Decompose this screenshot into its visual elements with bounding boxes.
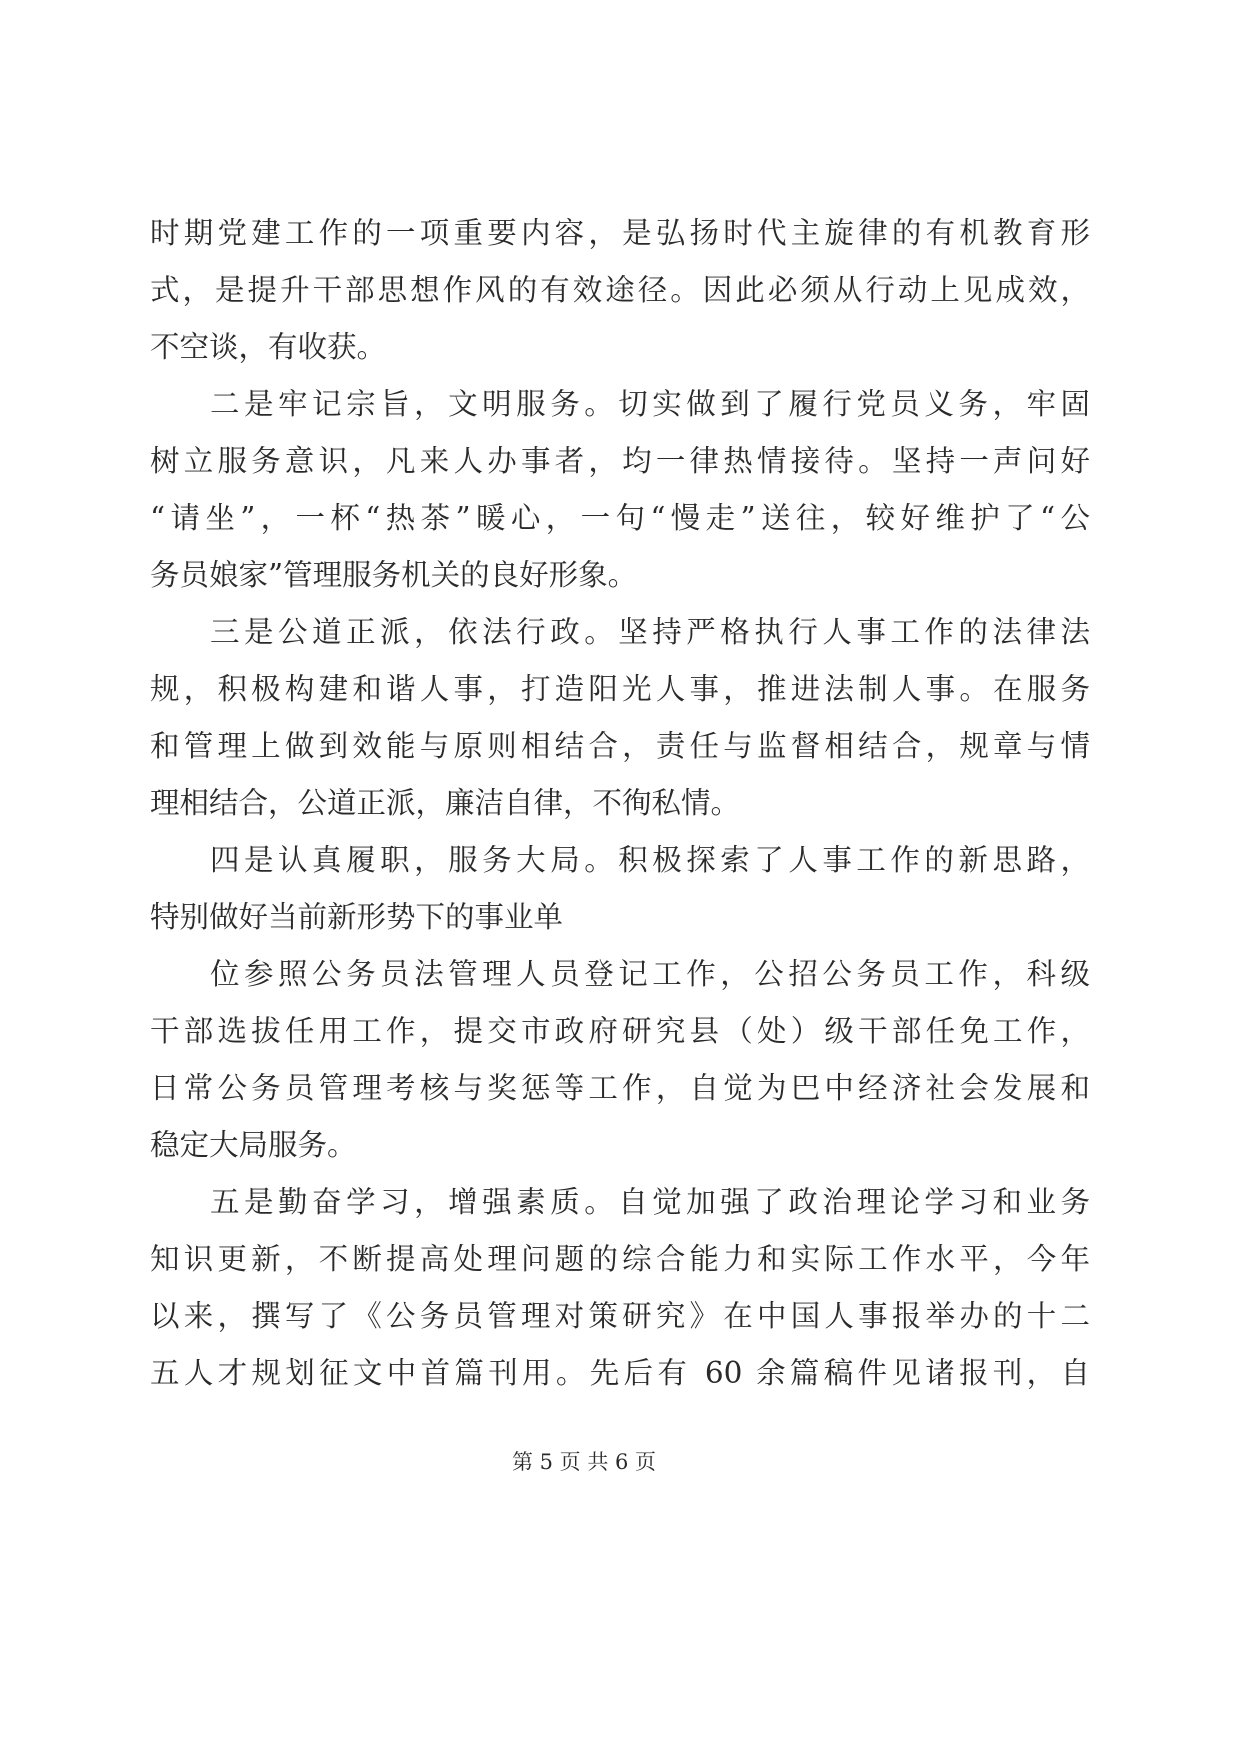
paragraph <box>150 1174 1090 1402</box>
text-line: 干部选拔任用工作，提交市政府研究县（处）级干部任免工作， <box>150 1014 1090 1048</box>
text-line: “请坐”，一杯“热茶”暖心，一句“慢走”送往，较好维护了“公 <box>150 501 1090 535</box>
text-line: 稳定大局服务。 <box>150 1128 357 1162</box>
paragraph <box>150 604 1090 832</box>
text-line: 日常公务员管理考核与奖惩等工作，自觉为巴中经济社会发展和 <box>150 1071 1090 1105</box>
text-line: 三是公道正派，依法行政。坚持严格执行人事工作的法律法 <box>210 615 1090 649</box>
text-line: 务员娘家”管理服务机关的良好形象。 <box>150 558 638 592</box>
text-line: 树立服务意识，凡来人办事者，均一律热情接待。坚持一声问好 <box>150 444 1090 478</box>
paragraph <box>150 946 1090 1174</box>
text-line: 知识更新，不断提高处理问题的综合能力和实际工作水平，今年 <box>150 1242 1090 1276</box>
paragraph <box>150 205 1090 376</box>
body-text <box>150 205 1090 1402</box>
paragraph <box>150 832 1090 946</box>
text-line: 以来，撰写了《公务员管理对策研究》在中国人事报举办的十二 <box>150 1299 1090 1333</box>
text-line: 不空谈，有收获。 <box>150 330 387 364</box>
text-line: 二是牢记宗旨，文明服务。切实做到了履行党员义务，牢固 <box>210 387 1090 421</box>
text-line: 和管理上做到效能与原则相结合，责任与监督相结合，规章与情 <box>150 729 1090 763</box>
text-line: 理相结合，公道正派，廉洁自律，不徇私情。 <box>150 786 741 820</box>
text-line: 四是认真履职，服务大局。积极探索了人事工作的新思路， <box>210 843 1090 877</box>
text-line: 规，积极构建和谐人事，打造阳光人事，推进法制人事。在服务 <box>150 672 1090 706</box>
page-footer <box>0 1448 1168 1476</box>
paragraph <box>150 376 1090 604</box>
text-line: 特别做好当前新形势下的事业单 <box>150 900 564 934</box>
text-line: 五人才规划征文中首篇刊用。先后有 60 余篇稿件见诸报刊，自 <box>150 1356 1090 1390</box>
text-line: 时期党建工作的一项重要内容，是弘扬时代主旋律的有机教育形 <box>150 216 1090 250</box>
page-number: 第 5 页 共 6 页 <box>511 1450 657 1474</box>
text-line: 五是勤奋学习，增强素质。自觉加强了政治理论学习和业务 <box>210 1185 1090 1219</box>
text-line: 式，是提升干部思想作风的有效途径。因此必须从行动上见成效， <box>150 273 1090 307</box>
text-line: 位参照公务员法管理人员登记工作，公招公务员工作，科级 <box>210 957 1090 991</box>
